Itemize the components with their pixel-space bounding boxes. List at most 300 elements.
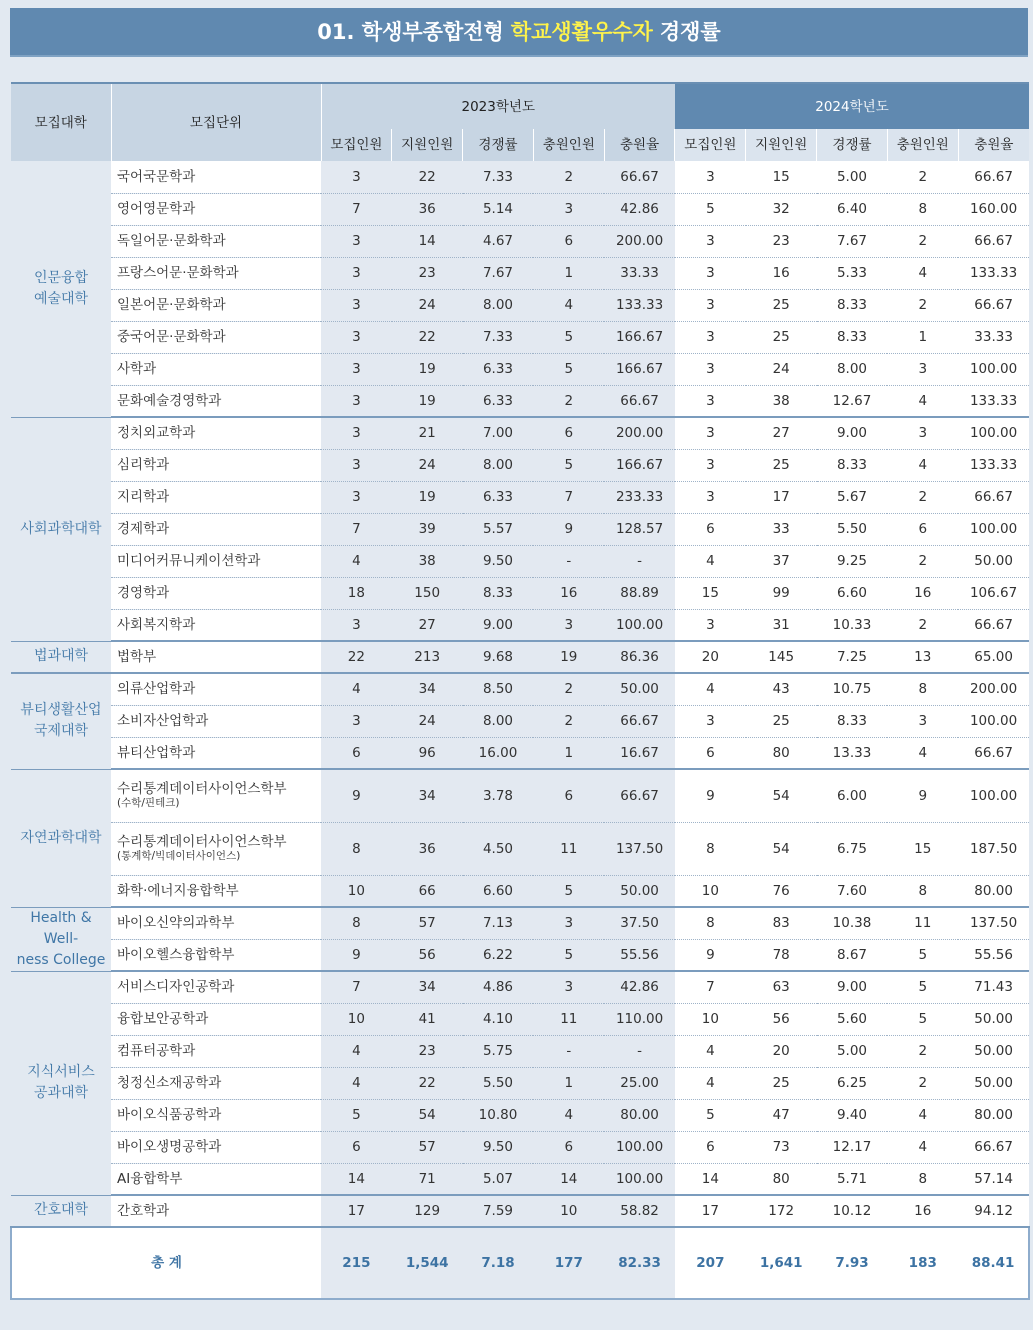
table-row	[11, 609, 1029, 641]
unit-label: 영어영문학과	[117, 201, 196, 217]
value-cell: 13	[887, 641, 958, 673]
value-cell: 133.33	[958, 257, 1029, 289]
value-cell: 3	[321, 161, 392, 193]
table-row	[11, 1099, 1029, 1131]
value-cell: 8.00	[463, 449, 534, 481]
value-cell: 55.56	[604, 939, 675, 971]
value-cell: 5.50	[817, 513, 888, 545]
unit-name	[111, 971, 321, 1003]
value-cell: 56	[392, 939, 463, 971]
value-cell: 27	[392, 609, 463, 641]
unit-name	[111, 321, 321, 353]
value-cell: -	[604, 545, 675, 577]
value-cell: 25	[746, 289, 817, 321]
value-cell: 34	[392, 673, 463, 705]
value-cell: 4	[321, 673, 392, 705]
value-cell: 3	[675, 225, 746, 257]
value-cell: 7.33	[463, 161, 534, 193]
value-cell: 6.60	[817, 577, 888, 609]
unit-label: 경제학과	[117, 521, 170, 537]
value-cell: 2	[887, 1067, 958, 1099]
value-cell: 8.00	[463, 289, 534, 321]
value-cell: 56	[746, 1003, 817, 1035]
subheader-2024-3: 충원인원	[887, 129, 958, 161]
unit-name	[111, 417, 321, 449]
unit-label: 바이오식품공학과	[117, 1107, 222, 1123]
value-cell: 23	[392, 257, 463, 289]
subheader-2023-3: 충원인원	[533, 129, 604, 161]
total-value: 1,641	[746, 1227, 817, 1299]
value-cell: 66.67	[958, 289, 1029, 321]
total-value: 7.93	[817, 1227, 888, 1299]
value-cell: 100.00	[958, 705, 1029, 737]
value-cell: 6.33	[463, 481, 534, 513]
table-row	[11, 673, 1029, 705]
total-value: 177	[533, 1227, 604, 1299]
value-cell: 33	[746, 513, 817, 545]
value-cell: 3	[321, 705, 392, 737]
value-cell: 17	[675, 1195, 746, 1227]
value-cell: 133.33	[958, 385, 1029, 417]
college-name: 뷰티생활산업 국제대학	[11, 673, 111, 769]
college-name: 자연과학대학	[11, 769, 111, 907]
value-cell: 7.13	[463, 907, 534, 939]
value-cell: 2	[887, 545, 958, 577]
value-cell: 66.67	[958, 161, 1029, 193]
unit-note: (수학/핀테크)	[117, 797, 180, 810]
value-cell: 213	[392, 641, 463, 673]
unit-name	[111, 1131, 321, 1163]
value-cell: 2	[887, 225, 958, 257]
value-cell: 5	[533, 875, 604, 907]
total-value: 183	[887, 1227, 958, 1299]
value-cell: 23	[392, 1035, 463, 1067]
value-cell: 137.50	[958, 907, 1029, 939]
value-cell: 19	[392, 481, 463, 513]
value-cell: 4	[887, 1099, 958, 1131]
value-cell: 17	[746, 481, 817, 513]
value-cell: 7.59	[463, 1195, 534, 1227]
value-cell: 86.36	[604, 641, 675, 673]
value-cell: 66.67	[604, 705, 675, 737]
value-cell: 42.86	[604, 193, 675, 225]
value-cell: 9.25	[817, 545, 888, 577]
unit-label: 법학부	[117, 649, 157, 665]
value-cell: 66.67	[958, 481, 1029, 513]
value-cell: 76	[746, 875, 817, 907]
unit-label: 사학과	[117, 361, 157, 377]
value-cell: 54	[392, 1099, 463, 1131]
value-cell: 129	[392, 1195, 463, 1227]
table-row	[11, 769, 1029, 822]
value-cell: 3	[321, 353, 392, 385]
value-cell: 8.00	[463, 705, 534, 737]
value-cell: 16	[533, 577, 604, 609]
college-name: 인문융합 예술대학	[11, 161, 111, 417]
value-cell: 4	[321, 1067, 392, 1099]
value-cell: 9	[321, 939, 392, 971]
total-value: 215	[321, 1227, 392, 1299]
value-cell: 5.60	[817, 1003, 888, 1035]
value-cell: 38	[392, 545, 463, 577]
value-cell: 137.50	[604, 822, 675, 875]
value-cell: 5.57	[463, 513, 534, 545]
value-cell: 96	[392, 737, 463, 769]
value-cell: 57.14	[958, 1163, 1029, 1195]
subheader-2023-2: 경쟁률	[463, 129, 534, 161]
value-cell: 8.67	[817, 939, 888, 971]
unit-name	[111, 449, 321, 481]
value-cell: 1	[887, 321, 958, 353]
unit-label: 심리학과	[117, 457, 170, 473]
value-cell: 63	[746, 971, 817, 1003]
value-cell: 66.67	[604, 769, 675, 822]
value-cell: 34	[392, 971, 463, 1003]
unit-name	[111, 289, 321, 321]
unit-name	[111, 673, 321, 705]
value-cell: 9.00	[817, 417, 888, 449]
table-row	[11, 353, 1029, 385]
total-value: 7.18	[463, 1227, 534, 1299]
value-cell: 27	[746, 417, 817, 449]
value-cell: 65.00	[958, 641, 1029, 673]
value-cell: 5	[533, 939, 604, 971]
value-cell: 22	[392, 1067, 463, 1099]
value-cell: 3	[887, 705, 958, 737]
value-cell: -	[533, 1035, 604, 1067]
value-cell: 6.33	[463, 385, 534, 417]
unit-name	[111, 737, 321, 769]
value-cell: 4	[675, 545, 746, 577]
unit-name	[111, 257, 321, 289]
unit-label: 문화예술경영학과	[117, 392, 222, 409]
value-cell: 6	[533, 417, 604, 449]
table-row	[11, 449, 1029, 481]
value-cell: 128.57	[604, 513, 675, 545]
header-unit: 모집단위	[111, 83, 321, 161]
value-cell: 5	[887, 939, 958, 971]
header-college: 모집대학	[11, 83, 111, 161]
value-cell: 31	[746, 609, 817, 641]
value-cell: 18	[321, 577, 392, 609]
value-cell: 55.56	[958, 939, 1029, 971]
value-cell: 32	[746, 193, 817, 225]
value-cell: 110.00	[604, 1003, 675, 1035]
unit-name	[111, 1195, 321, 1227]
value-cell: 16	[887, 1195, 958, 1227]
value-cell: 15	[887, 822, 958, 875]
value-cell: 9	[675, 939, 746, 971]
value-cell: 5	[675, 193, 746, 225]
value-cell: 166.67	[604, 353, 675, 385]
table-row	[11, 481, 1029, 513]
value-cell: 57	[392, 1131, 463, 1163]
value-cell: 5.14	[463, 193, 534, 225]
value-cell: -	[533, 545, 604, 577]
value-cell: 3	[675, 481, 746, 513]
table-row	[11, 1035, 1029, 1067]
value-cell: 99	[746, 577, 817, 609]
value-cell: 50.00	[958, 1067, 1029, 1099]
value-cell: 133.33	[604, 289, 675, 321]
value-cell: 23	[746, 225, 817, 257]
unit-label: 서비스디자인공학과	[117, 979, 235, 996]
value-cell: 50.00	[958, 545, 1029, 577]
value-cell: 10.38	[817, 907, 888, 939]
value-cell: 8	[321, 822, 392, 875]
unit-name	[111, 1003, 321, 1035]
value-cell: 24	[392, 449, 463, 481]
competition-table	[10, 82, 1030, 1300]
value-cell: 33.33	[958, 321, 1029, 353]
value-cell: 7	[321, 193, 392, 225]
value-cell: 106.67	[958, 577, 1029, 609]
value-cell: 8	[887, 875, 958, 907]
value-cell: 16	[887, 577, 958, 609]
table-row	[11, 385, 1029, 417]
value-cell: 25	[746, 449, 817, 481]
value-cell: 14	[675, 1163, 746, 1195]
value-cell: 5	[887, 1003, 958, 1035]
unit-label: 수리통계데이터사이언스학부	[117, 781, 287, 798]
table-row	[11, 971, 1029, 1003]
unit-name	[111, 1035, 321, 1067]
unit-label: 의류산업학과	[117, 681, 196, 698]
value-cell: 133.33	[958, 449, 1029, 481]
value-cell: 3.78	[463, 769, 534, 822]
unit-note: (통계학/빅데이터사이언스)	[117, 850, 241, 862]
value-cell: 10.12	[817, 1195, 888, 1227]
table-row	[11, 737, 1029, 769]
value-cell: 100.00	[958, 417, 1029, 449]
value-cell: 14	[321, 1163, 392, 1195]
value-cell: 10	[321, 1003, 392, 1035]
value-cell: 150	[392, 577, 463, 609]
unit-label: 지리학과	[117, 489, 170, 505]
value-cell: 4.86	[463, 971, 534, 1003]
unit-name	[111, 641, 321, 673]
value-cell: 166.67	[604, 321, 675, 353]
subheader-2024-4: 충원율	[958, 129, 1029, 161]
unit-name	[111, 193, 321, 225]
value-cell: 3	[533, 907, 604, 939]
value-cell: 3	[321, 225, 392, 257]
value-cell: 9	[675, 769, 746, 822]
value-cell: 2	[533, 161, 604, 193]
value-cell: 3	[321, 481, 392, 513]
value-cell: 73	[746, 1131, 817, 1163]
value-cell: 4.50	[463, 822, 534, 875]
value-cell: 5.71	[817, 1163, 888, 1195]
value-cell: 41	[392, 1003, 463, 1035]
value-cell: 5.07	[463, 1163, 534, 1195]
value-cell: 4	[887, 449, 958, 481]
unit-name	[111, 822, 321, 875]
value-cell: 3	[533, 193, 604, 225]
unit-label: 프랑스어문·문화학과	[117, 265, 239, 281]
value-cell: 5.00	[817, 161, 888, 193]
value-cell: -	[604, 1035, 675, 1067]
unit-label: 바이오헬스융합학부	[117, 946, 235, 963]
value-cell: 17	[321, 1195, 392, 1227]
value-cell: 3	[675, 289, 746, 321]
value-cell: 2	[887, 609, 958, 641]
value-cell: 6.75	[817, 822, 888, 875]
table-row	[11, 907, 1029, 939]
value-cell: 100.00	[958, 513, 1029, 545]
unit-label: 화학·에너지융합학부	[117, 882, 239, 899]
table-row	[11, 1003, 1029, 1035]
value-cell: 8.00	[817, 353, 888, 385]
unit-name	[111, 513, 321, 545]
value-cell: 3	[533, 609, 604, 641]
value-cell: 2	[887, 289, 958, 321]
unit-label: 중국어문·문화학과	[117, 329, 226, 345]
value-cell: 10.33	[817, 609, 888, 641]
value-cell: 37	[746, 545, 817, 577]
value-cell: 11	[533, 1003, 604, 1035]
value-cell: 5.00	[817, 1035, 888, 1067]
value-cell: 50.00	[958, 1003, 1029, 1035]
value-cell: 2	[887, 1035, 958, 1067]
unit-label: 경영학과	[117, 585, 170, 601]
value-cell: 3	[321, 449, 392, 481]
unit-label: 국어국문학과	[117, 168, 196, 185]
value-cell: 3	[675, 257, 746, 289]
college-name: 사회과학대학	[11, 417, 111, 641]
value-cell: 4	[533, 289, 604, 321]
value-cell: 3	[321, 257, 392, 289]
value-cell: 6	[675, 513, 746, 545]
value-cell: 3	[887, 417, 958, 449]
value-cell: 7.60	[817, 875, 888, 907]
unit-label: 미디어커뮤니케이션학과	[117, 553, 261, 569]
value-cell: 50.00	[604, 673, 675, 705]
value-cell: 25	[746, 705, 817, 737]
value-cell: 200.00	[958, 673, 1029, 705]
value-cell: 25.00	[604, 1067, 675, 1099]
value-cell: 4	[675, 1067, 746, 1099]
value-cell: 9.00	[463, 609, 534, 641]
value-cell: 10	[675, 875, 746, 907]
value-cell: 80.00	[604, 1099, 675, 1131]
value-cell: 2	[887, 161, 958, 193]
table-row	[11, 417, 1029, 449]
value-cell: 3	[675, 353, 746, 385]
table-row	[11, 1195, 1029, 1227]
value-cell: 10.75	[817, 673, 888, 705]
value-cell: 6	[533, 1131, 604, 1163]
value-cell: 14	[533, 1163, 604, 1195]
value-cell: 36	[392, 193, 463, 225]
table-row	[11, 513, 1029, 545]
value-cell: 7	[675, 971, 746, 1003]
value-cell: 3	[321, 385, 392, 417]
unit-name	[111, 1067, 321, 1099]
unit-name	[111, 705, 321, 737]
value-cell: 3	[321, 609, 392, 641]
unit-name	[111, 1099, 321, 1131]
value-cell: 4	[887, 257, 958, 289]
value-cell: 12.67	[817, 385, 888, 417]
value-cell: 19	[392, 353, 463, 385]
unit-label: 간호학과	[117, 1203, 170, 1219]
value-cell: 25	[746, 1067, 817, 1099]
header-2024: 2024학년도	[675, 83, 1029, 129]
value-cell: 21	[392, 417, 463, 449]
title-prefix: 01. 학생부종합전형	[317, 19, 504, 44]
value-cell: 11	[533, 822, 604, 875]
value-cell: 5.33	[817, 257, 888, 289]
value-cell: 4.67	[463, 225, 534, 257]
value-cell: 2	[887, 481, 958, 513]
value-cell: 66.67	[958, 609, 1029, 641]
value-cell: 3	[887, 353, 958, 385]
value-cell: 34	[392, 769, 463, 822]
value-cell: 9.50	[463, 545, 534, 577]
value-cell: 1	[533, 1067, 604, 1099]
value-cell: 47	[746, 1099, 817, 1131]
value-cell: 7.67	[463, 257, 534, 289]
value-cell: 14	[392, 225, 463, 257]
value-cell: 160.00	[958, 193, 1029, 225]
value-cell: 9.40	[817, 1099, 888, 1131]
unit-name	[111, 769, 321, 822]
subheader-2023-4: 충원율	[604, 129, 675, 161]
table-row	[11, 257, 1029, 289]
value-cell: 9	[321, 769, 392, 822]
total-value: 82.33	[604, 1227, 675, 1299]
value-cell: 22	[321, 641, 392, 673]
value-cell: 3	[533, 971, 604, 1003]
subheader-2023-0: 모집인원	[321, 129, 392, 161]
unit-label: 융합보안공학과	[117, 1011, 209, 1027]
unit-label: 일본어문·문화학과	[117, 297, 226, 313]
unit-name	[111, 225, 321, 257]
value-cell: 200.00	[604, 225, 675, 257]
college-name: 법과대학	[11, 641, 111, 673]
value-cell: 50.00	[958, 1035, 1029, 1067]
value-cell: 5.50	[463, 1067, 534, 1099]
table-row	[11, 641, 1029, 673]
value-cell: 43	[746, 673, 817, 705]
value-cell: 66.67	[604, 385, 675, 417]
value-cell: 57	[392, 907, 463, 939]
value-cell: 3	[675, 385, 746, 417]
value-cell: 8	[887, 193, 958, 225]
value-cell: 78	[746, 939, 817, 971]
unit-name	[111, 545, 321, 577]
value-cell: 200.00	[604, 417, 675, 449]
unit-label: 수리통계데이터사이언스학부	[117, 834, 287, 850]
table-row	[11, 1067, 1029, 1099]
table-row	[11, 545, 1029, 577]
value-cell: 24	[392, 705, 463, 737]
unit-label: 컴퓨터공학과	[117, 1043, 196, 1059]
value-cell: 66.67	[604, 161, 675, 193]
value-cell: 9.00	[817, 971, 888, 1003]
value-cell: 6	[321, 1131, 392, 1163]
value-cell: 7	[321, 971, 392, 1003]
value-cell: 12.17	[817, 1131, 888, 1163]
value-cell: 11	[887, 907, 958, 939]
total-row	[11, 1227, 1029, 1299]
table-row	[11, 289, 1029, 321]
unit-label: 청정신소재공학과	[117, 1075, 222, 1091]
value-cell: 19	[533, 641, 604, 673]
unit-label: 정치외교학과	[117, 425, 196, 442]
value-cell: 187.50	[958, 822, 1029, 875]
